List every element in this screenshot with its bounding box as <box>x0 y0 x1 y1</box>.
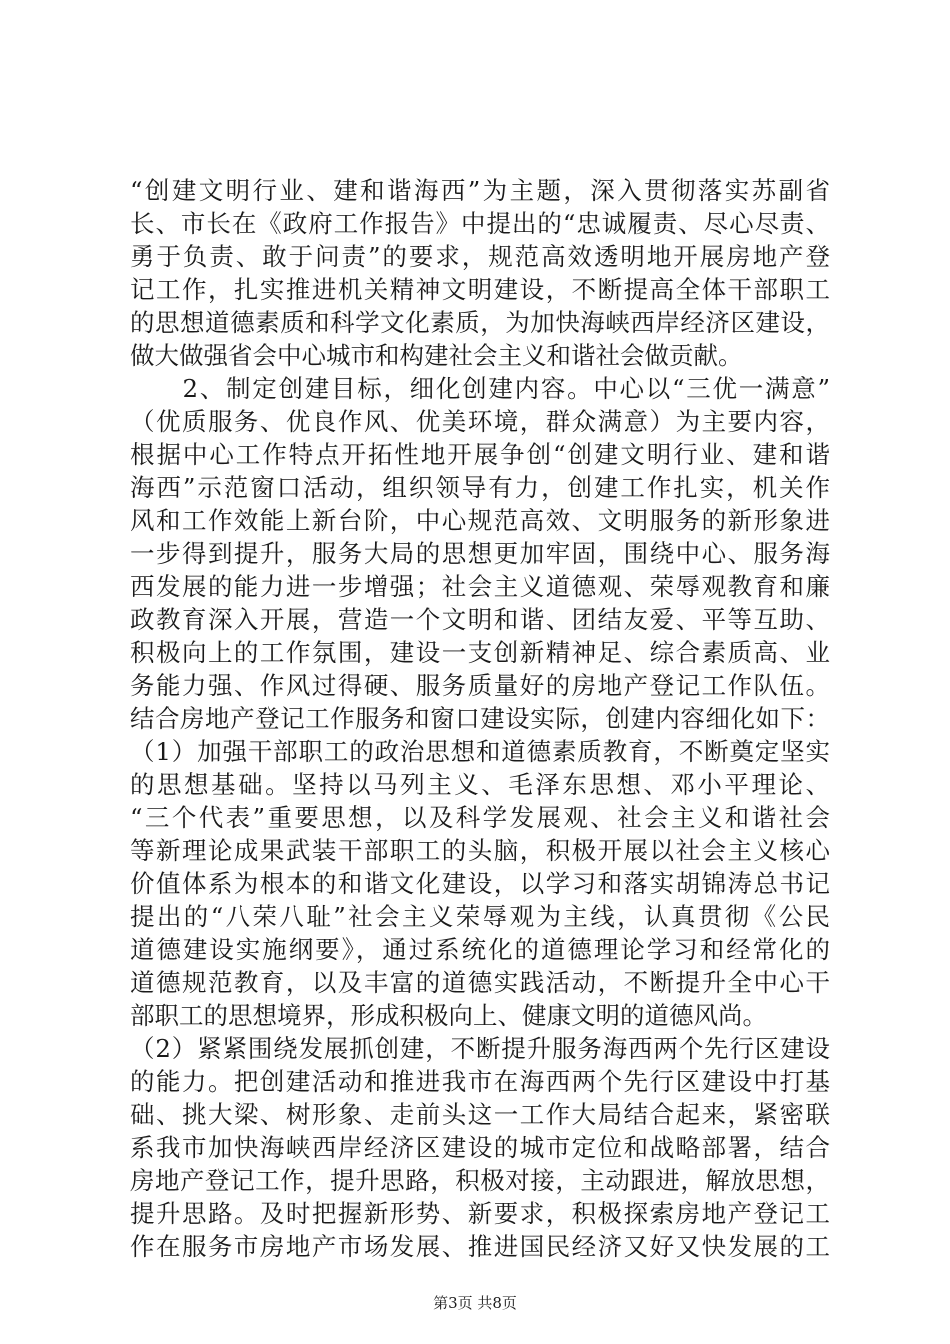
page-number-footer: 第3页 共8页 <box>433 1294 517 1312</box>
body-text <box>130 174 830 1263</box>
text-line: 础、挑大梁、树形象、走前头这一工作大局结合起来，紧密联 <box>130 1100 830 1129</box>
text-line: 部职工的思想境界，形成积极向上、健康文明的道德风尚。 <box>130 1001 767 1030</box>
text-line: 作在服务市房地产市场发展、推进国民经济又好又快发展的工 <box>130 1232 830 1261</box>
text-line: “创建文明行业、建和谐海西”为主题，深入贯彻落实苏副省 <box>130 176 830 205</box>
text-line: 长、市长在《政府工作报告》中提出的“忠诚履责、尽心尽责、 <box>130 209 830 238</box>
text-line: （2）紧紧围绕发展抓创建，不断提升服务海西两个先行区建设 <box>130 1034 830 1063</box>
text-line: 记工作，扎实推进机关精神文明建设，不断提高全体干部职工 <box>130 275 830 304</box>
text-line: 勇于负责、敢于问责”的要求，规范高效透明地开展房地产登 <box>130 242 830 271</box>
text-line: 系我市加快海峡西岸经济区建设的城市定位和战略部署，结合 <box>130 1133 830 1162</box>
text-line: 房地产登记工作，提升思路，积极对接，主动跟进，解放思想， <box>130 1166 830 1195</box>
text-line: 道德规范教育，以及丰富的道德实践活动，不断提升全中心干 <box>130 968 830 997</box>
text-line: “三个代表”重要思想，以及科学发展观、社会主义和谐社会 <box>130 803 830 832</box>
text-line: 一步得到提升，服务大局的思想更加牢固，围绕中心、服务海 <box>130 539 830 568</box>
text-line: 2、制定创建目标，细化创建内容。中心以“三优一满意” <box>130 374 830 403</box>
text-line: 积极向上的工作氛围，建设一支创新精神足、综合素质高、业 <box>130 638 830 667</box>
text-line: 海西”示范窗口活动，组织领导有力，创建工作扎实，机关作 <box>130 473 830 502</box>
text-line: 道德建设实施纲要》，通过系统化的道德理论学习和经常化的 <box>130 935 830 964</box>
text-line: 的思想道德素质和科学文化素质，为加快海峡西岸经济区建设， <box>130 308 830 337</box>
text-line: （优质服务、优良作风、优美环境，群众满意）为主要内容， <box>130 407 830 436</box>
text-line: 提出的“八荣八耻”社会主义荣辱观为主线，认真贯彻《公民 <box>130 902 830 931</box>
text-line: 风和工作效能上新台阶，中心规范高效、文明服务的新形象进 <box>130 506 830 535</box>
text-line: 的思想基础。坚持以马列主义、毛泽东思想、邓小平理论、 <box>130 770 830 799</box>
text-line: 提升思路。及时把握新形势、新要求，积极探索房地产登记工 <box>130 1199 830 1228</box>
text-line: 西发展的能力进一步增强；社会主义道德观、荣辱观教育和廉 <box>130 572 830 601</box>
text-line: 务能力强、作风过得硬、服务质量好的房地产登记工作队伍。 <box>130 671 830 700</box>
text-line: 根据中心工作特点开拓性地开展争创“创建文明行业、建和谐 <box>130 440 830 469</box>
text-line: 结合房地产登记工作服务和窗口建设实际，创建内容细化如下： <box>130 704 830 733</box>
text-line: 等新理论成果武装干部职工的头脑，积极开展以社会主义核心 <box>130 836 830 865</box>
text-line: （1）加强干部职工的政治思想和道德素质教育，不断奠定坚实 <box>130 737 830 766</box>
text-line: 价值体系为根本的和谐文化建设，以学习和落实胡锦涛总书记 <box>130 869 830 898</box>
text-line: 的能力。把创建活动和推进我市在海西两个先行区建设中打基 <box>130 1067 830 1096</box>
text-line: 做大做强省会中心城市和构建社会主义和谐社会做贡献。 <box>130 341 743 370</box>
text-line: 政教育深入开展，营造一个文明和谐、团结友爱、平等互助、 <box>130 605 830 634</box>
